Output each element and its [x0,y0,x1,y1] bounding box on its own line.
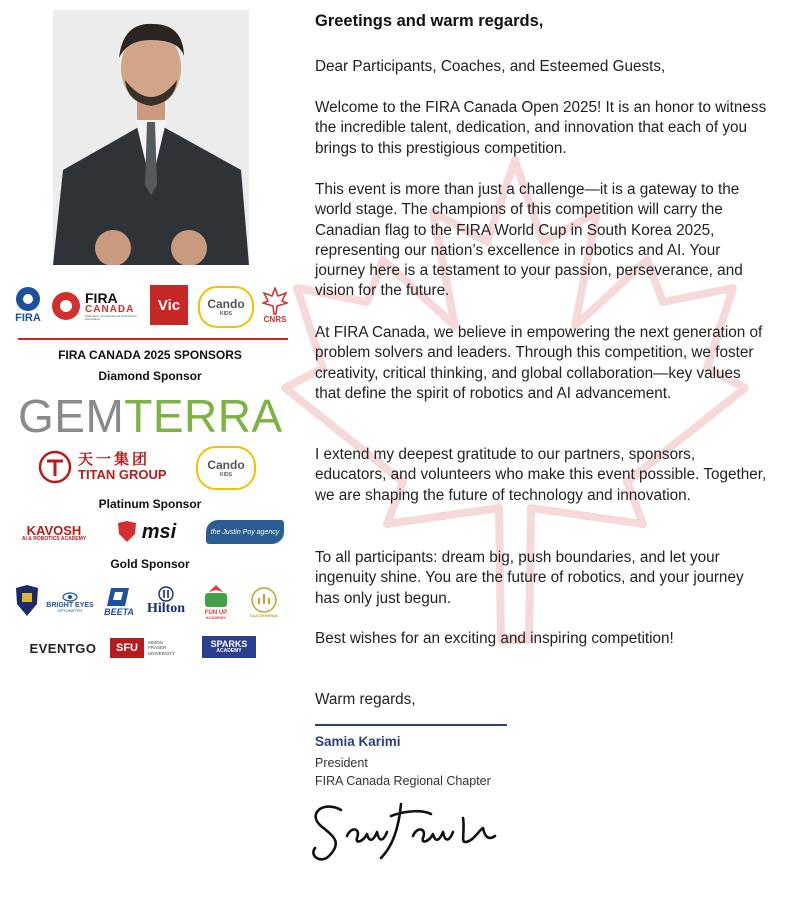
sponsors-header: FIRA CANADA 2025 SPONSORS [58,348,242,362]
msi-shield-icon [116,520,138,544]
sparks-academy-logo [202,636,256,658]
fun-up-sub: ACADEMY [205,615,227,620]
president-photo [53,10,249,265]
bright-eyes-logo [46,586,94,618]
beeta-mark-icon [105,586,133,608]
cando-logo [198,286,254,328]
fun-up-logo [196,580,236,624]
beeta-text: BEETA [104,606,134,617]
signer-name: Samia Karimi [315,734,401,749]
fira-logo-text: FIRA [15,312,41,324]
cando-kids-text: Cando [207,458,245,472]
eye-icon [62,592,78,602]
vic-logo: Vic [150,285,188,325]
titan-chinese-name: 天一集团 [78,451,151,469]
sparks-text: SPARKS [210,639,248,649]
sfu-sub: SIMON FRASER UNIVERSITY [148,639,176,656]
cando-kids-sub: KIDS [220,472,232,478]
cando-logo-sub: KIDS [220,311,232,317]
welcome-letter [315,0,785,918]
fun-up-badge-icon [201,584,231,610]
letter-paragraph: Best wishes for an exciting and inspiring competition! [315,630,674,647]
letter-paragraph: To all participants: dream big, push boundaries, and let your ingenuity shine. You are the future of robotics, and your journey has only just begun. [315,549,744,607]
kavosh-logo [18,518,90,548]
msi-logo [106,519,186,545]
soccer-ball-icon [15,286,41,312]
beeta-logo [100,582,138,620]
shield-crest-icon [13,584,41,618]
bright-eyes-sub: OPTOMETRY [57,607,83,613]
cando-kids-logo [196,446,256,490]
president-portrait-image [53,10,249,265]
msi-logo-text: msi [141,520,177,543]
kavosh-logo-sub: AI & ROBOTICS ACADEMY [21,536,87,542]
letter-paragraph: Welcome to the FIRA Canada Open 2025! It is an honor to witness the incredible talent, dedication, and innovation that each of you brings to this prestigious competition. [315,99,767,157]
letter-paragraph: I extend my deepest gratitude to our partners, sponsors, educators, and volunteers who make this event possible. Together, we are shaping the future of technology and innovation. [315,446,767,504]
gemterra-logo [18,392,290,440]
platinum-sponsor-label: Platinum Sponsor [98,497,202,511]
signature-divider [315,724,507,726]
hilton-text: Hilton [146,601,186,616]
hilton-logo [142,583,190,619]
letter-paragraph: At FIRA Canada, we believe in empowering the next generation of problem solvers and leaders. Through this competition, we foster creativity, critical thinking, and global collaboration—key values that define the spirit of robotics and AI advancement. [315,324,763,402]
sfu-text: SFU [110,638,144,658]
bright-eyes-text: BRIGHT EYES [46,601,94,609]
diamond-sponsor-label: Diamond Sponsor [98,369,202,383]
fira-ball-icon [50,290,82,322]
saa-general-text: SAA GENERAL [249,613,279,618]
fira-canada-logo [50,287,144,325]
signer-organization: FIRA Canada Regional Chapter [315,774,491,788]
fira-canada-title: FIRA [85,290,118,306]
gemterra-logo-part2: TERRA [124,390,283,442]
gold-sponsor-label: Gold Sponsor [110,557,190,571]
titan-emblem-icon [38,450,72,484]
cando-logo-text: Cando [207,297,245,311]
titan-group-logo [38,448,188,486]
handwritten-signature [303,796,513,866]
eventgo-logo: EVENTGO [29,640,97,656]
top-logo-row [8,283,293,329]
crest-logo [12,583,42,619]
hilton-mark-icon [158,586,174,602]
sponsor-divider [18,338,288,340]
wreath-icon [250,586,278,614]
gemterra-logo-part1: GEM [18,390,125,442]
sparks-sub: ACADEMY [216,648,242,654]
cnrs-logo-text: CNRS [263,314,287,324]
titan-english-name: TITAN GROUP [78,467,167,483]
fira-canada-tagline: Federation of International RoboSports Association [85,314,137,321]
fira-logo [10,283,46,327]
sponsor-column [0,0,300,918]
justin-poy-logo: the Justin Poy agency [206,520,284,544]
letter-salutation: Dear Participants, Coaches, and Esteemed Guests, [315,58,666,75]
sfu-logo [110,636,194,660]
letter-closing: Warm regards, [315,691,416,708]
letter-greeting: Greetings and warm regards, [315,12,544,30]
fira-canada-subtitle: CANADA [85,304,135,315]
signer-title: President [315,756,368,770]
kavosh-logo-text: KAVOSH [26,523,82,538]
letter-paragraph: This event is more than just a challenge—it is a gateway to the world stage. The champions of this competition will carry the Canadian flag to the FIRA World Cup in South Korea 2025, representing our nation’s excellence in robotics and AI. Your journey here is a testament to your passion, perseverance, and vision for the future. [315,181,743,300]
fun-up-text: FUN UP [204,610,228,616]
